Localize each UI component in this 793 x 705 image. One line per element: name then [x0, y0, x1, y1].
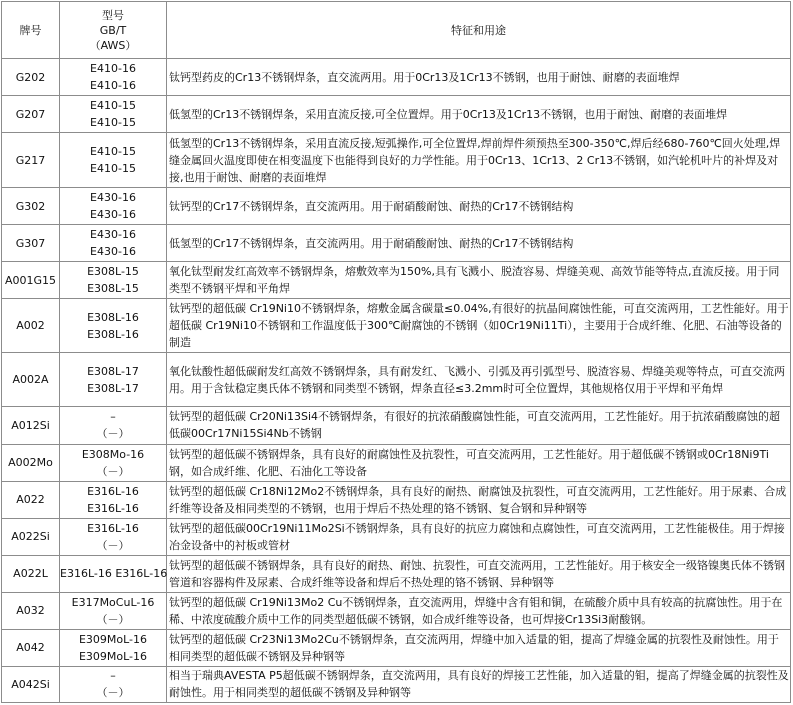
header-grade: 牌号: [2, 2, 60, 59]
table-row: [2, 59, 791, 96]
header-model-line: 型号: [102, 8, 124, 22]
feature-cell: 钛钙型的超低碳 Cr18Ni12Mo2不锈钢焊条，具有良好的耐热、耐腐蚀及抗裂性，可直交流两用，工艺性能好。用于尿素、合成纤维等设备及相同类型的不锈钢，也用于焊后不热处理的铬不锈钢、复合钢和异种钢等: [167, 481, 791, 518]
table-row: [2, 481, 791, 518]
model-line: E308L-17: [87, 364, 139, 378]
table-row: [2, 444, 791, 481]
model-line: E308L-15: [87, 265, 139, 279]
table-row: [2, 133, 791, 188]
feature-cell: 相当于瑞典AVESTA P5超低碳不锈钢焊条，直交流两用，具有良好的焊接工艺性能，加入适量的钼，提高了焊缝金属的抗裂性及耐蚀性。用于相同类型的超低碳不锈钢及异种钢等: [167, 666, 791, 702]
model-line: E316L-16: [87, 484, 139, 498]
grade-cell: A012Si: [2, 407, 60, 444]
feature-cell: 氧化钛酸性超低碳耐发红高效不锈钢焊条，具有耐发红、飞溅小、引弧及再引弧型号、脱渣容易、焊缝美观等特点，可直交流两用。用于含钛稳定奥氏体不锈钢和同类型不锈钢，焊条直径≤3.2mm时可全位置焊，其他规格仅用于平焊和平角焊: [167, 353, 791, 407]
grade-cell: A001G15: [2, 262, 60, 299]
model-line: E430-16: [90, 191, 136, 205]
feature-cell: 钛钙型的超低碳 Cr19Ni10不锈钢焊条，熔敷金属含碳量≤0.04%,有很好的抗晶间腐蚀性能，可直交流两用，工艺性能好。用于超低碳 Cr19Ni10不锈钢和工作温度低于300℃耐腐蚀的不锈钢（如0Cr19Ni11Ti），主要用于合成纤维、化肥、石油等设备的制造: [167, 299, 791, 353]
feature-cell: 钛钙型的超低碳 Cr19Ni13Mo2 Cu不锈钢焊条，直交流两用，焊缝中含有钼和铜，在硫酸介质中具有较高的抗腐蚀性。用于在稀、中浓度硫酸介质中工作的同类型超低碳不锈钢，如合成纤维等设备，也可焊接Cr13Si3耐酸钢。: [167, 592, 791, 629]
grade-cell: A042: [2, 629, 60, 666]
table-row: [2, 555, 791, 592]
model-line: E308L-16: [87, 310, 139, 324]
model-cell: [60, 262, 167, 299]
table-row: [2, 96, 791, 133]
grade-cell: A022: [2, 481, 60, 518]
table-row: [2, 592, 791, 629]
grade-cell: A002A: [2, 353, 60, 407]
table-row: [2, 666, 791, 702]
model-line: （－）: [96, 686, 130, 700]
model-line: E316L-16 E316L-16: [60, 567, 168, 581]
model-cell: [60, 407, 167, 444]
model-line: E410-16: [90, 79, 136, 93]
feature-cell: 钛钙型的超低碳00Cr19Ni11Mo2Si不锈钢焊条，具有良好的抗应力腐蚀和点腐蚀性，可直交流两用，工艺性能极佳。用于焊接冶金设备中的衬板或管材: [167, 518, 791, 555]
model-line: E430-16: [90, 228, 136, 242]
table-row: [2, 262, 791, 299]
grade-cell: A022L: [2, 555, 60, 592]
model-line: E308L-16: [87, 327, 139, 341]
feature-cell: 钛钙型的超低碳不锈钢焊条，具有良好的耐热、耐蚀、抗裂性，可直交流两用，工艺性能好。用于核安全一级铬镍奥氏体不锈钢管道和容器构件及尿素、合成纤维等设备和焊后不热处理的铬不锈钢、异种钢等: [167, 555, 791, 592]
feature-cell: 钛钙型的超低碳 Cr20Ni13Si4不锈钢焊条，有很好的抗浓硝酸腐蚀性能，可直交流两用，工艺性能好。用于抗浓硝酸腐蚀的超低碳00Cr17Ni15Si4Nb不锈钢: [167, 407, 791, 444]
feature-cell: 低氢型的Cr13不锈钢焊条，采用直流反接,可全位置焊。用于0Cr13及1Cr13不锈钢，也用于耐蚀、耐磨的表面堆焊: [167, 96, 791, 133]
table-row: [2, 299, 791, 353]
header-feature: 特征和用途: [167, 2, 791, 59]
grade-cell: G307: [2, 225, 60, 262]
grade-cell: A002: [2, 299, 60, 353]
model-cell: [60, 518, 167, 555]
grade-cell: A032: [2, 592, 60, 629]
grade-cell: A002Mo: [2, 444, 60, 481]
feature-cell: 钛钙型的超低碳不锈钢焊条，具有良好的耐腐蚀性及抗裂性，可直交流两用，工艺性能好。用于超低碳不锈钢或0Cr18Ni9Ti钢，如合成纤维、化肥、石油化工等设备: [167, 444, 791, 481]
table-row: [2, 629, 791, 666]
model-line: E410-15: [90, 162, 136, 176]
grade-cell: G207: [2, 96, 60, 133]
model-line: （－）: [96, 612, 130, 626]
model-line: E308L-17: [87, 381, 139, 395]
model-cell: [60, 59, 167, 96]
model-cell: [60, 444, 167, 481]
model-line: （－）: [96, 464, 130, 478]
header-model-line: （AWS）: [89, 38, 137, 52]
model-cell: [60, 592, 167, 629]
feature-cell: 低氢型的Cr13不锈钢焊条，采用直流反接,短弧操作,可全位置焊,焊前焊件须预热至300-350℃,焊后经680-760℃回火处理,焊缝金属回火温度即使在相变温度下也能得到良好的力学性能。用于0Cr13、1Cr13、2 Cr13不锈钢，如汽轮机叶片的补焊及对接,也用于耐蚀、耐磨的表面堆焊: [167, 133, 791, 188]
table-row: [2, 353, 791, 407]
header-row: [2, 2, 791, 59]
feature-cell: 钛钙型药皮的Cr13不锈钢焊条，直交流两用。用于0Cr13及1Cr13不锈钢，也用于耐蚀、耐磨的表面堆焊: [167, 59, 791, 96]
model-line: E308L-15: [87, 282, 139, 296]
welding-rod-table: [1, 1, 791, 703]
model-line: E410-15: [90, 116, 136, 130]
header-model: [60, 2, 167, 59]
model-line: –: [110, 410, 116, 424]
model-cell: [60, 666, 167, 702]
header-model-line: GB/T: [99, 23, 127, 37]
grade-cell: G217: [2, 133, 60, 188]
model-line: E430-16: [90, 245, 136, 259]
model-line: （－）: [96, 427, 130, 441]
table-row: [2, 188, 791, 225]
model-line: E309MoL-16: [78, 649, 148, 663]
model-cell: [60, 188, 167, 225]
grade-cell: G202: [2, 59, 60, 96]
model-line: E316L-16: [87, 521, 139, 535]
table-row: [2, 407, 791, 444]
feature-cell: 钛钙型的Cr17不锈钢焊条，直交流两用。用于耐硝酸耐蚀、耐热的Cr17不锈钢结构: [167, 188, 791, 225]
grade-cell: A022Si: [2, 518, 60, 555]
model-line: E410-15: [90, 145, 136, 159]
table-row: [2, 518, 791, 555]
model-line: E309MoL-16: [78, 632, 148, 646]
model-line: E316L-16: [87, 501, 139, 515]
model-line: （－）: [96, 538, 130, 552]
model-line: E308Mo-16: [81, 447, 145, 461]
grade-cell: A042Si: [2, 666, 60, 702]
model-cell: [60, 299, 167, 353]
model-cell: [60, 225, 167, 262]
model-cell: [60, 353, 167, 407]
model-cell: [60, 481, 167, 518]
model-line: E410-16: [90, 62, 136, 76]
model-cell: [60, 555, 167, 592]
model-cell: [60, 629, 167, 666]
model-line: E410-15: [90, 99, 136, 113]
model-line: –: [110, 669, 116, 683]
feature-cell: 低氢型的Cr17不锈钢焊条，直交流两用。用于耐硝酸耐蚀、耐热的Cr17不锈钢结构: [167, 225, 791, 262]
model-line: E317MoCuL-16: [71, 595, 155, 609]
feature-cell: 氧化钛型耐发红高效率不锈钢焊条，熔敷效率为150%,具有飞溅小、脱渣容易、焊缝美观、高效节能等特点,直流反接。用于同类型不锈钢平焊和平角焊: [167, 262, 791, 299]
grade-cell: G302: [2, 188, 60, 225]
model-cell: [60, 96, 167, 133]
model-line: E430-16: [90, 208, 136, 222]
feature-cell: 钛钙型的超低碳 Cr23Ni13Mo2Cu不锈钢焊条，直交流两用，焊缝中加入适量的钼，提高了焊缝金属的抗裂性及耐蚀性。用于相同类型的超低碳不锈钢及异种钢等: [167, 629, 791, 666]
model-cell: [60, 133, 167, 188]
table-row: [2, 225, 791, 262]
